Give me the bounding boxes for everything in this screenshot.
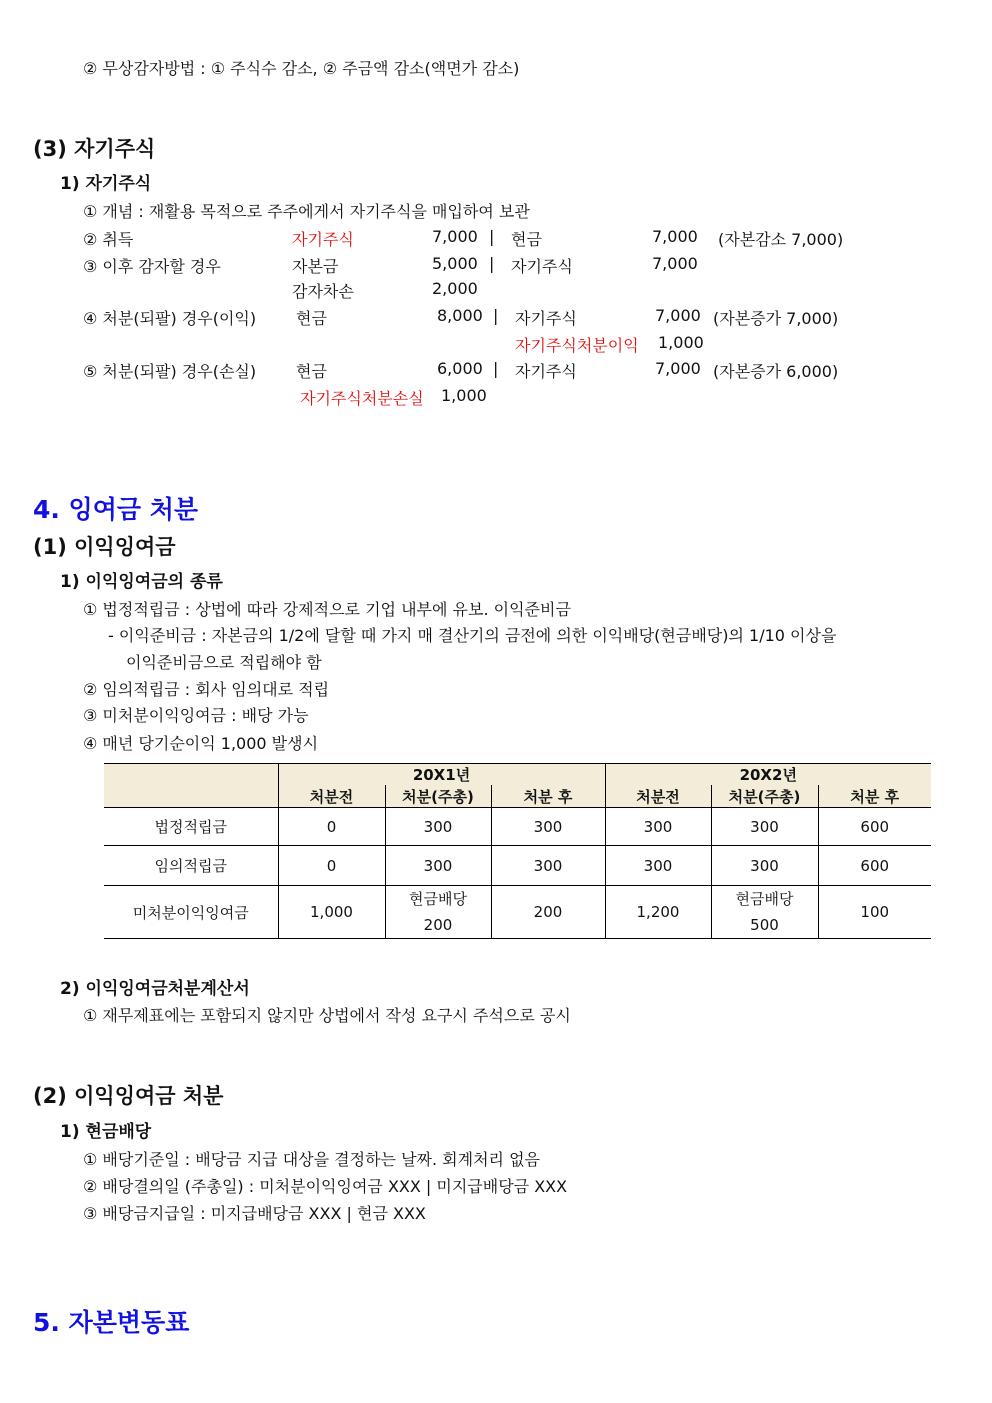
table-corner-cell [104, 764, 278, 808]
legal-reserve-detail-cont: 이익준비금으로 적립해야 함 [126, 653, 322, 672]
table-row [104, 808, 931, 846]
dividend-declaration-date: ② 배당결의일 (주총일) : 미처분이익잉여금 XXX | 미지급배당금 XXX [83, 1177, 568, 1196]
table-cell: 300 [491, 846, 605, 886]
table-cell: 300 [605, 808, 711, 846]
voluntary-reserve-item: ② 임의적립금 : 회사 임의대로 적립 [83, 680, 330, 699]
table-row [104, 886, 931, 939]
loss-separator: | [493, 359, 499, 378]
legal-reserve-detail: - 이익준비금 : 자본금의 1/2에 달할 때 가지 매 결산기의 금전에 의한 이익배당(현금배당)의 1/10 이상을 [108, 626, 837, 645]
dividend-payment-date: ③ 배당금지급일 : 미지급배당금 XXX | 현금 XXX [83, 1204, 426, 1223]
gain-debit-amount: 8,000 [437, 306, 483, 325]
appropriation-table [104, 763, 931, 939]
acq-debit-amount: 7,000 [432, 227, 478, 246]
subheading-cash-dividend: 1) 현금배당 [60, 1122, 152, 1142]
acq-credit: 현금 [511, 230, 542, 249]
section-heading-re-disposal: (2) 이익잉여금 처분 [33, 1084, 224, 1108]
loss-debit1: 현금 [296, 362, 327, 381]
table-cell: 100 [818, 886, 931, 939]
unappropriated-item: ③ 미처분이익잉여금 : 배당 가능 [83, 706, 309, 725]
table-cell [711, 886, 818, 939]
gain-credit2-amount: 1,000 [658, 333, 704, 352]
retire-credit: 자기주식 [511, 257, 573, 276]
retire-label: ③ 이후 감자할 경우 [83, 257, 221, 276]
col-header: 처분전 [278, 785, 385, 808]
table-cell: 0 [278, 846, 385, 886]
subheading-treasury-stock: 1) 자기주식 [60, 174, 152, 194]
gain-credit1: 자기주식 [515, 309, 577, 328]
col-header: 처분 후 [491, 785, 605, 808]
table-cell: 300 [385, 846, 491, 886]
col-header: 처분(주총) [711, 785, 818, 808]
cash-dividend-label: 현금배당 [735, 890, 794, 908]
net-income-item: ④ 매년 당기순이익 1,000 발생시 [83, 734, 319, 753]
table-row [104, 846, 931, 886]
year1-header: 20X1년 [278, 764, 605, 786]
year2-header: 20X2년 [605, 764, 931, 786]
section-heading-surplus-disposal: 4. 잉여금 처분 [33, 495, 199, 524]
section-heading-equity-statement: 5. 자본변동표 [33, 1308, 190, 1337]
row-label: 미처분이익잉여금 [104, 886, 278, 939]
gain-credit2: 자기주식처분이익 [515, 336, 639, 355]
col-header: 처분(주총) [385, 785, 491, 808]
gain-credit1-amount: 7,000 [655, 306, 701, 325]
table-cell: 300 [711, 808, 818, 846]
retire-debit1: 자본금 [292, 257, 339, 276]
capital-reduction-method: ② 무상감자방법 : ① 주식수 감소, ② 주금액 감소(액면가 감소) [83, 59, 520, 78]
loss-label: ⑤ 처분(되팔) 경우(손실) [83, 362, 257, 381]
acq-separator: | [489, 227, 495, 246]
table-cell: 200 [491, 886, 605, 939]
acq-label: ② 취득 [83, 230, 134, 249]
table-cell: 300 [491, 808, 605, 846]
retire-credit-amount: 7,000 [652, 254, 698, 273]
row-label: 임의적립금 [104, 846, 278, 886]
acq-note: (자본감소 7,000) [718, 230, 844, 249]
loss-debit2: 자기주식처분손실 [300, 389, 424, 408]
section-heading-retained-earnings: (1) 이익잉여금 [33, 535, 176, 559]
table-cell: 600 [818, 846, 931, 886]
treasury-concept: ① 개념 : 재활용 목적으로 주주에게서 자기주식을 매입하여 보관 [83, 202, 530, 221]
table-cell: 300 [711, 846, 818, 886]
table-cell: 1,000 [278, 886, 385, 939]
dividend-record-date: ① 배당기준일 : 배당금 지급 대상을 결정하는 날짜. 회계처리 없음 [83, 1150, 540, 1169]
row-label: 법정적립금 [104, 808, 278, 846]
loss-note: (자본증가 6,000) [713, 362, 839, 381]
loss-credit: 자기주식 [515, 362, 577, 381]
col-header: 처분 후 [818, 785, 931, 808]
cash-dividend-amount: 200 [423, 916, 453, 934]
cash-dividend-amount: 500 [750, 916, 779, 934]
section-heading-treasury-stock: (3) 자기주식 [33, 137, 156, 161]
gain-label: ④ 처분(되팔) 경우(이익) [83, 309, 257, 328]
table-header-row [104, 764, 931, 786]
table-cell: 1,200 [605, 886, 711, 939]
subheading-appropriation-statement: 2) 이익잉여금처분계산서 [60, 979, 250, 999]
loss-debit2-amount: 1,000 [441, 386, 487, 405]
subheading-retained-earnings-types: 1) 이익잉여금의 종류 [60, 572, 223, 592]
loss-credit-amount: 7,000 [655, 359, 701, 378]
gain-separator: | [493, 306, 499, 325]
acq-credit-amount: 7,000 [652, 227, 698, 246]
retire-debit2-amount: 2,000 [432, 279, 478, 298]
col-header: 처분전 [605, 785, 711, 808]
table-cell: 300 [605, 846, 711, 886]
table-cell: 600 [818, 808, 931, 846]
retire-debit1-amount: 5,000 [432, 254, 478, 273]
cash-dividend-label: 현금배당 [409, 890, 467, 908]
legal-reserve-item: ① 법정적립금 : 상법에 따라 강제적으로 기업 내부에 유보. 이익준비금 [83, 600, 571, 619]
appropriation-statement-item: ① 재무제표에는 포함되지 않지만 상법에서 작성 요구시 주석으로 공시 [83, 1006, 571, 1025]
retire-debit2: 감자차손 [292, 282, 354, 301]
acq-debit: 자기주식 [292, 230, 354, 249]
table-cell [385, 886, 491, 939]
gain-debit: 현금 [296, 309, 327, 328]
retire-separator: | [489, 254, 495, 273]
loss-debit1-amount: 6,000 [437, 359, 483, 378]
gain-note: (자본증가 7,000) [713, 309, 839, 328]
table-cell: 0 [278, 808, 385, 846]
table-cell: 300 [385, 808, 491, 846]
